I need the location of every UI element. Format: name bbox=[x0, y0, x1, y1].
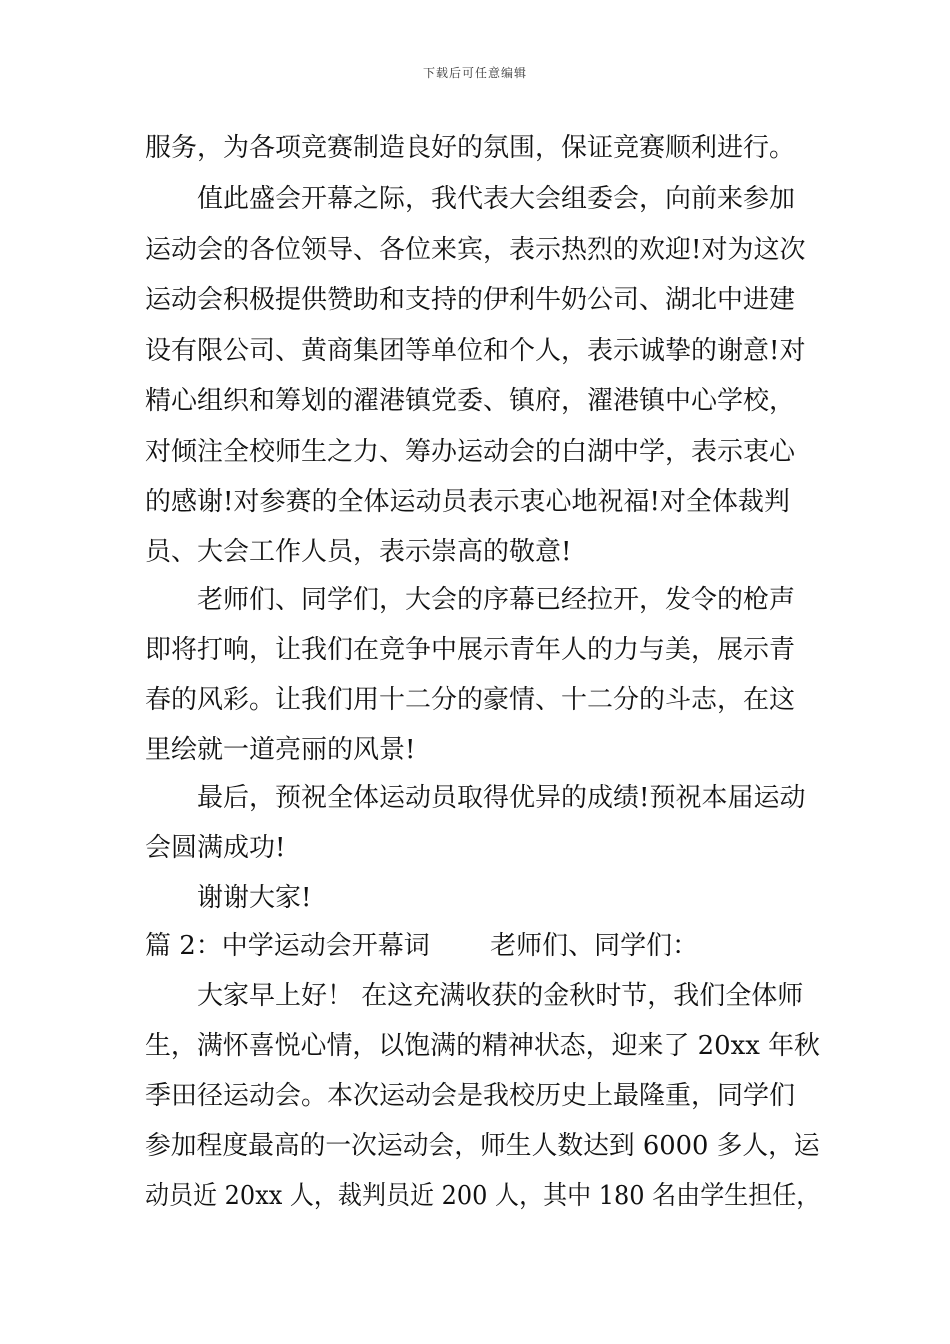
text-line: 动员近 20xx 人，裁判员近 200 人，其中 180 名由学生担任， bbox=[145, 1181, 821, 1211]
text-line: 季田径运动会。本次运动会是我校历史上最隆重，同学们 bbox=[145, 1081, 796, 1111]
text-line: 设有限公司、黄商集团等单位和个人，表示诚挚的谢意!对 bbox=[145, 336, 806, 366]
text-line: 精心组织和筹划的濯港镇党委、镇府，濯港镇中心学校， bbox=[145, 386, 796, 416]
text-line: 老师们、同学们，大会的序幕已经拉开，发令的枪声 bbox=[197, 585, 796, 615]
text-line: 大家早上好！ 在这充满收获的金秋时节，我们全体师 bbox=[197, 981, 804, 1011]
text-line: 参加程度最高的一次运动会，师生人数达到 6000 多人，运 bbox=[145, 1131, 820, 1161]
text-line: 服务，为各项竞赛制造良好的氛围，保证竞赛顺利进行。 bbox=[145, 133, 796, 163]
text-line: 春的风彩。让我们用十二分的豪情、十二分的斗志，在这 bbox=[145, 685, 796, 715]
text-line: 员、大会工作人员，表示崇高的敬意! bbox=[145, 537, 572, 567]
text-line: 运动会的各位领导、各位来宾，表示热烈的欢迎!对为这次 bbox=[145, 235, 806, 265]
text-line: 运动会积极提供赞助和支持的伊利牛奶公司、湖北中进建 bbox=[145, 285, 796, 315]
text-line: 的感谢!对参赛的全体运动员表示衷心地祝福!对全体裁判 bbox=[145, 487, 790, 517]
text-line: 值此盛会开幕之际，我代表大会组委会，向前来参加 bbox=[197, 184, 796, 214]
text-line: 里绘就一道亮丽的风景! bbox=[145, 735, 416, 765]
section-heading-line: 篇 2：中学运动会开幕词 老师们、同学们： bbox=[145, 931, 699, 961]
text-line: 最后，预祝全体运动员取得优异的成绩!预祝本届运动 bbox=[197, 783, 806, 813]
page-header: 下载后可任意编辑 bbox=[422, 66, 527, 80]
text-line: 生，满怀喜悦心情，以饱满的精神状态，迎来了 20xx 年秋 bbox=[145, 1031, 820, 1061]
text-line: 谢谢大家! bbox=[197, 883, 312, 913]
text-line: 会圆满成功! bbox=[145, 833, 286, 863]
text-line: 即将打响，让我们在竞争中展示青年人的力与美，展示青 bbox=[145, 635, 796, 665]
text-line: 对倾注全校师生之力、筹办运动会的白湖中学，表示衷心 bbox=[145, 437, 796, 467]
